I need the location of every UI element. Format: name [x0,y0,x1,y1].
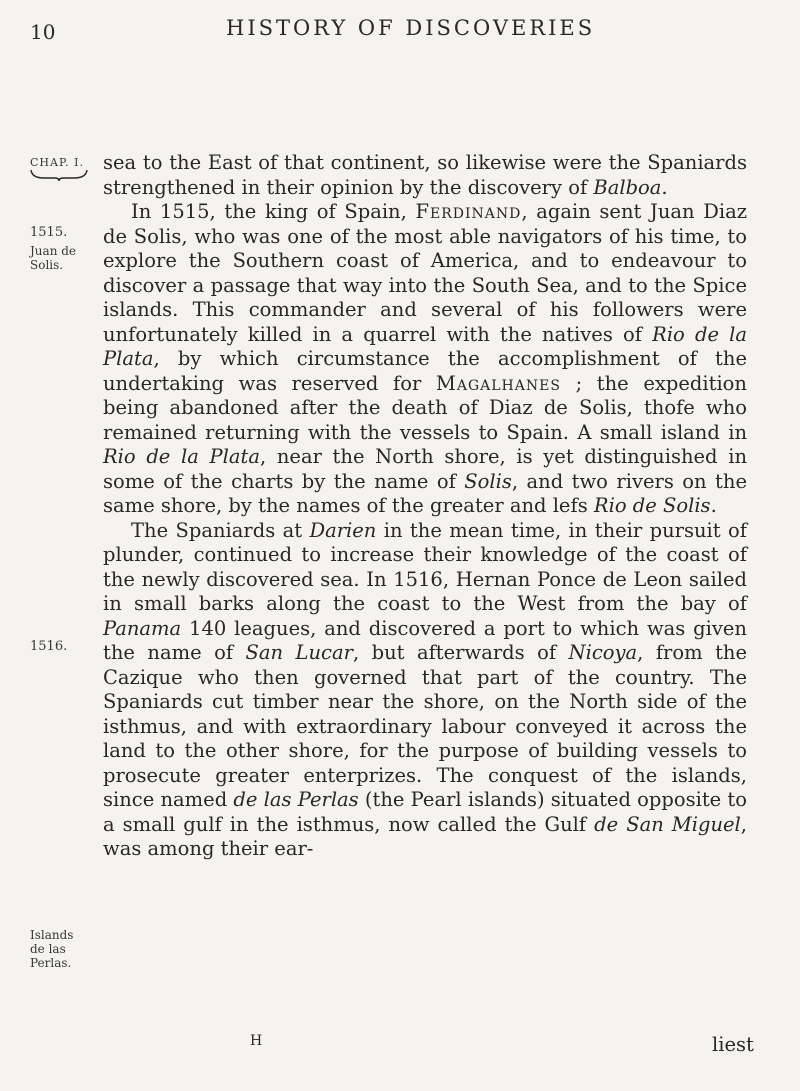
name-ferdinand: Ferdinand [415,200,522,223]
text-run: . [710,494,717,517]
name-balboa: Balboa [593,175,662,199]
place-nicoya: Nicoya [568,641,638,664]
place-rio-de-solis: Rio de Solis [593,494,711,517]
place-rio-de-la-plata: Rio de la Plata [103,445,260,468]
paragraph-1 [103,151,747,200]
place-de-san-miguel: de San Miguel [594,812,741,836]
text-run: 140 leagues, and discovered a port to which was given the name of [103,616,747,664]
text-run: The Spaniards at [131,518,310,542]
brace-ornament [30,168,88,182]
place-san-lucar: San Lucar [245,641,353,664]
text-run: (the Pearl islands) situated opposite to a small gulf in the isthmus, now called the Gulf [103,788,748,836]
place-rio-de-la-plata: Rio de la Plata [103,322,748,370]
margin-juan-de-solis: Juan de Solis. [30,244,77,272]
text-run: In 1515, the king of Spain, [131,200,416,223]
margin-year-1515: 1515. [30,225,68,240]
text-run: in the mean time, in their pursuit of plunder, continued to increase their knowledge of the coast of the newly discovered sea. In 1516, Hernan Ponce de Leon sailed in small barks along the coast to the West from the bay of [103,518,747,615]
text-run: , was among their ear- [103,812,747,860]
catchword: liest [712,1033,754,1056]
page-number: 10 [30,20,56,44]
text-run: , near the North shore, is yet distinguished in some of the charts by the name of [103,445,747,493]
paragraph-2 [103,200,747,519]
place-darien: Darien [309,518,377,542]
text-run: , by which circumstance the accomplishment of the undertaking was reserved for [103,347,747,395]
main-text [103,151,747,862]
text-run: sea to the East of that continent, so likewise were the Spaniards strengthened in their opinion by the discovery of [103,151,747,199]
place-de-las-perlas: de las Perlas [233,788,359,811]
text-run: , again sent Juan Diaz de Solis, who was one of the most able navigators of his time, to explore the Southern coast of America, and to endeavour to discover a passage that way into the South Sea, and to the Spice islands. This commander and several of his followers were unfortunately killed in a quarrel with the natives of [103,200,748,346]
margin-chapter: CHAP. I. [30,156,84,169]
text-run: ; the expedition being abandoned after the death of Diaz de Solis, thofe who remained returning with the vessels to Spain. A small island in [103,371,747,444]
margin-year-1516: 1516. [30,639,68,654]
margin-islands-de-las-perlas: Islands de las Perlas. [30,928,74,970]
name-solis: Solis [464,469,512,493]
text-run: , but afterwards of [352,641,569,664]
paragraph-3 [103,519,747,862]
text-run: , and two rivers on the same shore, by the names of the greater and lefs [103,469,747,517]
running-title: HISTORY OF DISCOVERIES [226,16,596,40]
name-magalhanes: Magalhanes [435,371,561,395]
place-panama: Panama [103,616,182,640]
signature-mark: H [250,1033,263,1049]
text-run: . [661,175,668,199]
text-run: , from the Cazique who then governed that part of the country. The Spaniards cut timber near the shore, on the North side of the isthmus, and with extraordinary labour conveyed it across the land to the other shore, for the purpose of building vessels to prosecute greater enterprizes. The conquest of the islands, since named [103,641,748,811]
